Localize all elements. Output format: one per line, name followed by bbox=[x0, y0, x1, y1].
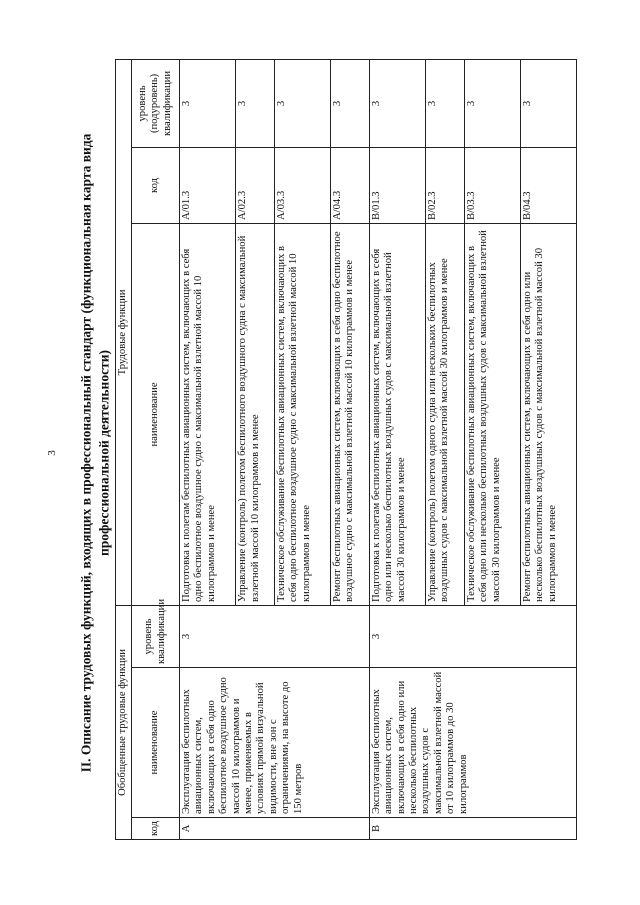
functional-map-table bbox=[115, 59, 577, 840]
generalized-function-name: Эксплуатация беспилотных авиационных систем, включающих в себя одно или несколько беспилотных воздушных судов с максимальной взлетной массой от 10 килограммов до 30 килограммов bbox=[369, 668, 576, 818]
labor-function-code: A/01.3 bbox=[180, 147, 236, 223]
labor-function-level: 3 bbox=[236, 59, 275, 147]
table-row bbox=[369, 59, 425, 839]
page-number bbox=[46, 0, 58, 905]
generalized-function-level: 3 bbox=[369, 605, 576, 667]
col-header-function-name: наименование bbox=[132, 223, 180, 605]
labor-function-code: B/02.3 bbox=[425, 147, 464, 223]
labor-function-name: Подготовка к полетам беспилотных авиационных систем, включающих в себя одно или несколько беспилотных воздушных судов с максимальной взлетной массой 30 килограммов и менее bbox=[369, 223, 425, 605]
generalized-function-level: 3 bbox=[180, 605, 370, 667]
labor-function-level: 3 bbox=[274, 59, 330, 147]
group-header-row bbox=[116, 59, 132, 839]
col-header-name: наименование bbox=[132, 668, 180, 818]
labor-function-name: Ремонт беспилотных авиационных систем, включающих в себя одно беспилотное воздушное судно с максимальной взлетной массой 10 килограммов и менее bbox=[331, 223, 370, 605]
labor-function-level: 3 bbox=[520, 59, 576, 147]
functional-map-table-container bbox=[115, 60, 577, 840]
generalized-functions-header: Обобщенные трудовые функции bbox=[116, 605, 132, 839]
column-header-row bbox=[132, 59, 180, 839]
generalized-function-name: Эксплуатация беспилотных авиационных систем, включающих в себя одно беспилотное воздушное судно массой 10 килограммов и менее, применяемых в условиях прямой визуальной видимости, вне зон с ограничениями, на высоте до 150 метров bbox=[180, 668, 370, 818]
labor-function-code: B/01.3 bbox=[369, 147, 425, 223]
section-heading-line-2: профессиональной деятельности) bbox=[96, 349, 112, 556]
table-row bbox=[180, 59, 236, 839]
labor-function-code: B/03.3 bbox=[464, 147, 520, 223]
labor-function-name: Управление (контроль) полетом беспилотного воздушного судна с максимальной взлетной массой 10 килограммов и менее bbox=[236, 223, 275, 605]
section-heading bbox=[70, 0, 120, 905]
col-header-code: код bbox=[132, 818, 180, 840]
generalized-function-code: B bbox=[369, 818, 576, 840]
labor-function-name: Управление (контроль) полетом одного судна или нескольких беспилотных воздушных судов с максимальной взлетной массой 30 килограммов и менее bbox=[425, 223, 464, 605]
labor-function-code: A/04.3 bbox=[331, 147, 370, 223]
labor-function-code: A/02.3 bbox=[236, 147, 275, 223]
labor-function-level: 3 bbox=[180, 59, 236, 147]
col-header-function-level: уровень (подуровень) квалификации bbox=[132, 59, 180, 147]
generalized-function-code: A bbox=[180, 818, 370, 840]
labor-function-code: A/03.3 bbox=[274, 147, 330, 223]
labor-function-level: 3 bbox=[425, 59, 464, 147]
labor-function-name: Техническое обслуживание беспилотных авиационных систем, включающих в себя одно или несколько беспилотных воздушных судов с максимальной взлетной массой 30 килограммов и менее bbox=[464, 223, 520, 605]
labor-functions-header: Трудовые функции bbox=[116, 59, 132, 605]
page-number-text: 3 bbox=[46, 449, 58, 456]
labor-function-level: 3 bbox=[331, 59, 370, 147]
labor-function-level: 3 bbox=[464, 59, 520, 147]
labor-function-level: 3 bbox=[369, 59, 425, 147]
col-header-level: уровень квалификации bbox=[132, 605, 180, 667]
labor-function-name: Ремонт беспилотных авиационных систем, включающих в себя одно или несколько беспилотных воздушных судов с максимальной взлетной массой 30 килограммов и менее bbox=[520, 223, 576, 605]
section-heading-line-1: II. Описание трудовых функций, входящих в профессиональный стандарт (функциональная карта вида bbox=[78, 133, 94, 772]
col-header-function-code: код bbox=[132, 147, 180, 223]
labor-function-name: Техническое обслуживание беспилотных авиационных систем, включающих в себя одно беспилотное воздушное судно с максимальной взлетной массой 10 килограммов и менее bbox=[274, 223, 330, 605]
labor-function-code: B/04.3 bbox=[520, 147, 576, 223]
labor-function-name: Подготовка к полетам беспилотных авиационных систем, включающих в себя одно беспилотное воздушное судно с максимальной взлетной массой 10 килограммов и менее bbox=[180, 223, 236, 605]
